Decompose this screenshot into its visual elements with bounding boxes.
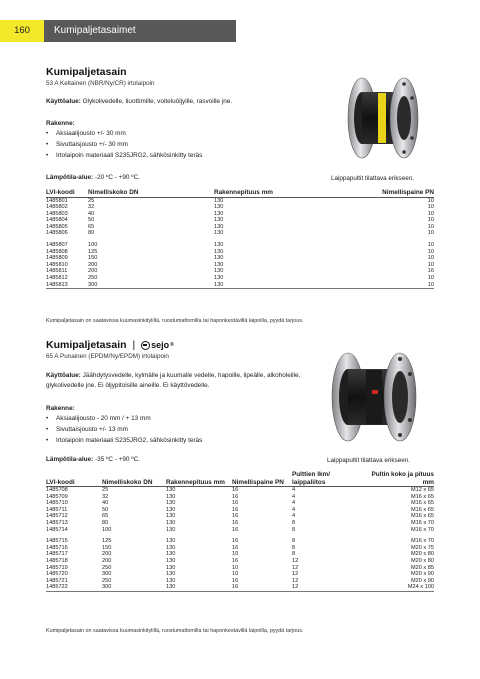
table-cell: 65 bbox=[102, 513, 109, 520]
table-cell: 4 bbox=[292, 493, 296, 500]
table-row bbox=[46, 551, 434, 558]
table-row bbox=[46, 520, 434, 527]
table-cell: 4 bbox=[292, 506, 296, 513]
product1-temp-label: Lämpötila-alue: bbox=[46, 174, 94, 181]
table-cell: 4 bbox=[292, 500, 296, 507]
table-cell: 125 bbox=[88, 248, 98, 255]
product1-usage-text: Glykolivedelle, liuottimille, voiteluöljyille, rasvoille jne. bbox=[80, 98, 233, 105]
table-cell: 10 bbox=[427, 204, 434, 211]
sejo-logo-text: sejo bbox=[151, 340, 170, 351]
table-cell: 8 bbox=[292, 519, 296, 526]
table-cell: 40 bbox=[88, 210, 95, 217]
table-cell: 4 bbox=[292, 513, 296, 520]
table-cell: M16 x 70 bbox=[410, 526, 434, 533]
table-cell: 10 bbox=[427, 210, 434, 217]
table-cell: M16 x 65 bbox=[410, 513, 434, 520]
table-cell: 130 bbox=[166, 513, 176, 520]
table-cell: 25 bbox=[102, 487, 109, 493]
product2-temp-text: -35 ºC - +90 ºC. bbox=[93, 456, 140, 463]
table-cell: 130 bbox=[214, 217, 224, 224]
table-cell: 10 bbox=[427, 255, 434, 262]
table-cell: 250 bbox=[102, 577, 112, 584]
table-cell: 25 bbox=[88, 197, 95, 204]
table-cell: 10 bbox=[427, 230, 434, 237]
col-lvi-code: LVI-koodi bbox=[46, 471, 102, 487]
table-cell: 10 bbox=[427, 217, 434, 224]
table-cell: 16 bbox=[232, 487, 239, 493]
table-cell: 1485717 bbox=[46, 551, 68, 558]
table-cell: 50 bbox=[102, 506, 109, 513]
table-cell: 300 bbox=[102, 571, 112, 578]
sejo-logo bbox=[141, 340, 174, 350]
table-cell: 32 bbox=[102, 493, 109, 500]
table-row bbox=[46, 487, 434, 494]
table-cell: 100 bbox=[88, 242, 98, 249]
product1-temp-text: -20 ºC - +90 ºC. bbox=[93, 174, 140, 181]
table-cell: 1485709 bbox=[46, 493, 68, 500]
table-cell: M16 x 70 bbox=[410, 519, 434, 526]
table-cell: 1485807 bbox=[46, 242, 68, 249]
table-cell: 8 bbox=[292, 538, 296, 545]
table-cell: 150 bbox=[102, 544, 112, 551]
table-cell: M20 x 90 bbox=[410, 571, 434, 578]
table-cell: 125 bbox=[102, 538, 112, 545]
table-cell: 200 bbox=[102, 557, 112, 564]
table-cell: 1485808 bbox=[46, 248, 68, 255]
bullet-item: • Irtolaipoin materiaali S235JRG2, sähkösinkitty teräs bbox=[46, 437, 434, 444]
table-row bbox=[46, 197, 434, 204]
table-row bbox=[46, 282, 434, 289]
table-cell: 1485712 bbox=[46, 513, 68, 520]
table-cell: 12 bbox=[292, 584, 362, 591]
table-cell: 1485813 bbox=[46, 282, 88, 289]
table-row bbox=[46, 262, 434, 269]
table-row bbox=[46, 268, 434, 275]
col-lvi-code: LVI-koodi bbox=[46, 189, 88, 197]
table-row bbox=[46, 494, 434, 501]
table-cell: 1485714 bbox=[46, 526, 68, 533]
table-cell: 12 bbox=[292, 557, 299, 564]
table-cell: 40 bbox=[102, 500, 109, 507]
table-cell: 130 bbox=[166, 577, 176, 584]
table-cell: 130 bbox=[166, 557, 176, 564]
sejo-logo-icon bbox=[141, 341, 150, 350]
table-cell: M20 x 80 bbox=[410, 557, 434, 564]
table-cell: 130 bbox=[166, 571, 176, 578]
product1-subtitle: 53 A Keltainen (NBR/Ny/CR) irtolaipoin bbox=[46, 80, 155, 87]
table-cell: M12 x 65 bbox=[410, 487, 434, 493]
table-cell: 130 bbox=[166, 564, 176, 571]
col-nominal-size: Nimelliskoko DN bbox=[102, 471, 166, 487]
table-row bbox=[46, 204, 434, 211]
table-cell: 130 bbox=[166, 538, 176, 545]
table-cell: 16 bbox=[232, 506, 239, 513]
table-cell: M20 x 90 bbox=[410, 577, 434, 584]
table-cell: 16 bbox=[232, 526, 239, 533]
product1-structure-label: Rakenne: bbox=[46, 120, 75, 127]
table-cell: 16 bbox=[232, 493, 239, 500]
table-cell: M20 x 80 bbox=[410, 551, 434, 558]
table-cell: 4 bbox=[292, 487, 296, 493]
col-construction-length: Rakennepituus mm bbox=[166, 471, 232, 487]
bullet-item: • Sivuttaisjousto +/- 30 mm bbox=[46, 141, 434, 148]
table-cell: 150 bbox=[88, 255, 98, 262]
table-cell: 50 bbox=[88, 217, 95, 224]
table-row bbox=[46, 545, 434, 552]
product1-image bbox=[340, 72, 426, 164]
table-cell: M16 x 65 bbox=[410, 493, 434, 500]
title-separator: | bbox=[132, 339, 136, 351]
page-number: 160 bbox=[0, 20, 44, 42]
table-cell: 12 bbox=[292, 577, 299, 584]
table-cell: 130 bbox=[214, 268, 224, 275]
table-cell: 8 bbox=[292, 526, 296, 533]
product2-table bbox=[46, 471, 434, 592]
table-cell: 16 bbox=[232, 538, 239, 545]
table-cell: 1485804 bbox=[46, 217, 68, 224]
table-cell: 200 bbox=[88, 261, 98, 268]
table-cell: 1485811 bbox=[46, 268, 68, 275]
table-cell: 130 bbox=[214, 210, 224, 217]
table-row bbox=[46, 255, 434, 262]
table-cell: 16 bbox=[232, 519, 239, 526]
table-cell: M24 x 100 bbox=[362, 584, 434, 591]
table-row bbox=[46, 217, 434, 224]
table-cell: 1485711 bbox=[46, 506, 68, 513]
page-header bbox=[0, 20, 236, 42]
table-row bbox=[46, 513, 434, 520]
product2-subtitle: 65 A Punainen (EPDM/Ny/EPDM) irtolaipoin bbox=[46, 353, 169, 360]
table-cell: 8 bbox=[292, 551, 296, 558]
bullet-item: • Aksiaalijousto - 20 mm / + 13 mm bbox=[46, 415, 434, 422]
table-row bbox=[46, 500, 434, 507]
table-cell: 16 bbox=[232, 557, 239, 564]
table-cell: 10 bbox=[330, 282, 434, 289]
table-cell: 1485708 bbox=[46, 487, 68, 493]
col-nominal-pressure: Nimellispaine PN bbox=[232, 471, 292, 487]
table-cell: 130 bbox=[166, 526, 176, 533]
table-row bbox=[46, 558, 434, 565]
product1-table bbox=[46, 189, 434, 289]
product2-footnote: Kumipaljetasain on saatavissa kuumasinkitylillä, ruostumattomilla tai haponkestävillä laipoilla, pyydä tarjous. bbox=[46, 628, 304, 634]
table-row bbox=[46, 230, 434, 237]
table-row bbox=[46, 224, 434, 231]
table-cell: 200 bbox=[88, 268, 98, 275]
table-cell: 130 bbox=[166, 487, 176, 493]
table-cell: 1485718 bbox=[46, 557, 68, 564]
product2-usage bbox=[46, 371, 306, 391]
bullet-item: • Sivuttaisjousto +/- 13 mm bbox=[46, 426, 434, 433]
table-cell: 130 bbox=[166, 544, 176, 551]
table-cell: 1485719 bbox=[46, 564, 68, 571]
table-cell: 1485806 bbox=[46, 230, 68, 237]
table-cell: 130 bbox=[214, 275, 224, 282]
table-cell: 10 bbox=[232, 571, 239, 578]
table-cell: M20 x 75 bbox=[410, 544, 434, 551]
table-cell: 10 bbox=[427, 242, 434, 249]
col-nominal-size: Nimelliskoko DN bbox=[88, 189, 214, 197]
table-cell: 80 bbox=[88, 230, 95, 237]
table-cell: 10 bbox=[427, 197, 434, 204]
product1-usage-label: Käyttöalue: bbox=[46, 98, 81, 105]
table-row bbox=[46, 507, 434, 514]
bullet-item: • Aksiaalijousto +/- 30 mm bbox=[46, 130, 434, 137]
table-cell: 1485802 bbox=[46, 204, 68, 211]
table-cell: 8 bbox=[292, 544, 296, 551]
registered-mark: ® bbox=[170, 342, 174, 349]
table-cell: M16 x 65 bbox=[410, 500, 434, 507]
table-cell: 16 bbox=[232, 584, 292, 591]
table-row bbox=[46, 584, 434, 591]
table-cell: 1485715 bbox=[46, 538, 68, 545]
table-cell: 16 bbox=[232, 500, 239, 507]
product2-title: Kumipaljetasain bbox=[46, 339, 127, 351]
product2-usage-text: Jäähdytysvedelle, kylmälle ja kuumalle vedelle, hapoille, lipeälle, alkoholeille, glykolivedelle jne. Ei öljypitoisille aineille. Ei käyttövedelle. bbox=[46, 372, 301, 389]
table-cell: 300 bbox=[102, 584, 166, 591]
table-cell: 130 bbox=[166, 500, 176, 507]
table-cell: 130 bbox=[166, 551, 176, 558]
table-cell: 130 bbox=[214, 230, 224, 237]
table-cell: 1485713 bbox=[46, 519, 68, 526]
table-cell: 1485721 bbox=[46, 577, 68, 584]
product1-footnote: Kumipaljetasain on saatavissa kuumasinkitylillä, ruostumattomilla tai haponkestävillä laipoilla, pyydä tarjous. bbox=[46, 318, 304, 324]
table-cell: 10 bbox=[232, 564, 239, 571]
product1-flanges-note: Laippapultit tilattava erikseen. bbox=[331, 175, 414, 182]
table-row bbox=[46, 533, 434, 545]
table-cell: 1485720 bbox=[46, 571, 68, 578]
table-row bbox=[46, 565, 434, 572]
table-row bbox=[46, 211, 434, 218]
table-cell: 32 bbox=[88, 204, 95, 211]
table-row bbox=[46, 275, 434, 282]
table-header-row bbox=[46, 189, 434, 197]
col-bolt-count: Pulttien lkm/ laippaliitos bbox=[292, 471, 362, 487]
bullet-item: • Irtolaipoin materiaali S235JRG2, sähkösinkitty teräs bbox=[46, 152, 434, 159]
table-cell: 1485710 bbox=[46, 500, 68, 507]
table-cell: 10 bbox=[427, 275, 434, 282]
table-row bbox=[46, 571, 434, 578]
table-cell: 65 bbox=[88, 223, 95, 230]
table-cell: 100 bbox=[102, 526, 112, 533]
product2-temp-label: Lämpötila-alue: bbox=[46, 456, 94, 463]
table-cell: 10 bbox=[232, 551, 239, 558]
table-cell: 1485812 bbox=[46, 275, 68, 282]
table-cell: 80 bbox=[102, 519, 109, 526]
table-cell: 16 bbox=[232, 544, 239, 551]
table-row bbox=[46, 249, 434, 256]
table-cell: 1485809 bbox=[46, 255, 68, 262]
table-cell: 1485716 bbox=[46, 544, 68, 551]
product2-image bbox=[320, 342, 430, 452]
table-cell: 130 bbox=[166, 584, 232, 591]
product1-table-body bbox=[46, 197, 434, 289]
table-cell: 1485810 bbox=[46, 261, 68, 268]
table-cell: 10 bbox=[427, 248, 434, 255]
table-row bbox=[46, 527, 434, 534]
product1-title: Kumipaljetasain bbox=[46, 66, 127, 78]
table-cell: 250 bbox=[102, 564, 112, 571]
table-cell: 10 bbox=[427, 223, 434, 230]
table-cell: 130 bbox=[214, 255, 224, 262]
product2-table-body bbox=[46, 487, 434, 592]
product2-structure-label: Rakenne: bbox=[46, 405, 75, 412]
table-cell: 1485722 bbox=[46, 584, 102, 591]
col-nominal-pressure: Nimellispaine PN bbox=[330, 189, 434, 197]
table-cell: M20 x 85 bbox=[410, 564, 434, 571]
table-cell: 300 bbox=[88, 282, 214, 289]
table-cell: 130 bbox=[214, 223, 224, 230]
table-cell: 250 bbox=[88, 275, 98, 282]
table-cell: 1485801 bbox=[46, 197, 68, 204]
table-cell: M16 x 70 bbox=[410, 538, 434, 545]
table-cell: 130 bbox=[166, 493, 176, 500]
col-construction-length: Rakennepituus mm bbox=[214, 189, 330, 197]
table-cell: 16 bbox=[427, 268, 434, 275]
table-cell: 130 bbox=[214, 282, 330, 289]
table-row bbox=[46, 237, 434, 249]
table-header-row bbox=[46, 471, 434, 487]
section-title: Kumipaljetasaimet bbox=[44, 20, 236, 42]
table-cell: 16 bbox=[232, 513, 239, 520]
table-cell: 130 bbox=[214, 242, 224, 249]
table-cell: 130 bbox=[214, 248, 224, 255]
table-cell: 1485805 bbox=[46, 223, 68, 230]
table-cell: 130 bbox=[214, 204, 224, 211]
col-bolt-size: Pultin koko ja pituus mm bbox=[362, 471, 434, 487]
table-cell: 12 bbox=[292, 571, 299, 578]
product2-flanges-note: Laippapultit tilattava erikseen. bbox=[327, 457, 410, 464]
table-cell: 1485803 bbox=[46, 210, 68, 217]
table-cell: 130 bbox=[214, 197, 224, 204]
table-cell: 12 bbox=[292, 564, 299, 571]
table-row bbox=[46, 578, 434, 585]
table-cell: 130 bbox=[214, 261, 224, 268]
table-cell: M16 x 65 bbox=[410, 506, 434, 513]
table-cell: 200 bbox=[102, 551, 112, 558]
table-cell: 10 bbox=[427, 261, 434, 268]
table-cell: 130 bbox=[166, 519, 176, 526]
product2-usage-label: Käyttöalue: bbox=[46, 372, 81, 379]
table-cell: 16 bbox=[232, 577, 239, 584]
table-cell: 130 bbox=[166, 506, 176, 513]
